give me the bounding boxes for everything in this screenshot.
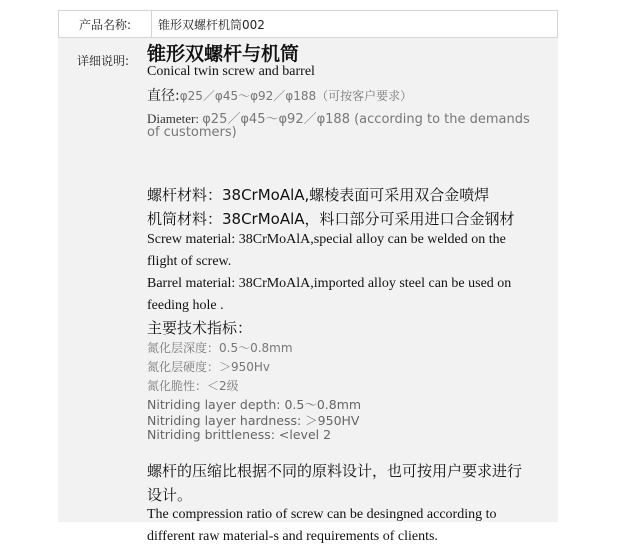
compression-cn-2: 设计。 xyxy=(147,486,193,504)
product-name-value: 锥形双螺杆机筒002 xyxy=(158,17,265,32)
diameter-en-label: Diameter: xyxy=(147,111,199,126)
product-name-label: 产品名称: xyxy=(59,11,152,37)
tech-cn-1: 氮化层深度：0.5〜0.8mm xyxy=(147,341,293,355)
screw-material-en-1: Screw material: 38CrMoAlA,special alloy can be welded on the xyxy=(147,232,506,247)
screw-material-cn: 螺杆材料：38CrMoAlA,螺棱表面可采用双合金喷焊 xyxy=(147,186,490,204)
product-name-row xyxy=(58,10,558,38)
diameter-cn-label: 直径: xyxy=(147,88,180,104)
details-label: 详细说明: xyxy=(77,54,130,68)
diameter-cn-value: φ25／φ45〜φ92／φ188（可按客户要求） xyxy=(179,89,413,103)
barrel-material-en-1: Barrel material: 38CrMoAlA,imported alloy steel can be used on xyxy=(147,276,512,291)
title-en: Conical twin screw and barrel xyxy=(147,64,315,79)
tech-en-1: Nitriding layer depth: 0.5〜0.8mm xyxy=(147,397,362,412)
tech-title: 主要技术指标： xyxy=(147,319,253,337)
tech-en-3: Nitriding brittleness: <level 2 xyxy=(147,427,332,442)
barrel-material-cn: 机筒材料：38CrMoAlA，料口部分可采用进口合金钢材 xyxy=(147,210,515,228)
compression-cn-1: 螺杆的压缩比根据不同的原料设计，也可按用户要求进行 xyxy=(147,462,523,480)
tech-cn-3: 氮化脆性：＜2级 xyxy=(147,379,239,393)
diameter-cn xyxy=(147,85,412,105)
diameter-en-value-2: of customers) xyxy=(147,125,237,140)
product-detail-table xyxy=(58,10,558,544)
compression-en-2: different raw material-s and requirements of clients. xyxy=(147,529,438,544)
compression-en-1: The compression ratio of screw can be desingned according to xyxy=(147,507,497,522)
title-cn: 锥形双螺杆与机筒 xyxy=(147,43,300,65)
diameter-en-value: φ25／φ45〜φ92／φ188 (according to the demands xyxy=(202,112,530,127)
details-row xyxy=(58,38,558,544)
tech-cn-2: 氮化层硬度：＞950Hv xyxy=(147,360,271,374)
screw-material-en-2: flight of screw. xyxy=(147,254,232,269)
barrel-material-en-2: feeding hole . xyxy=(147,298,224,313)
tech-en-2: Nitriding layer hardness: ＞950HV xyxy=(147,413,360,428)
